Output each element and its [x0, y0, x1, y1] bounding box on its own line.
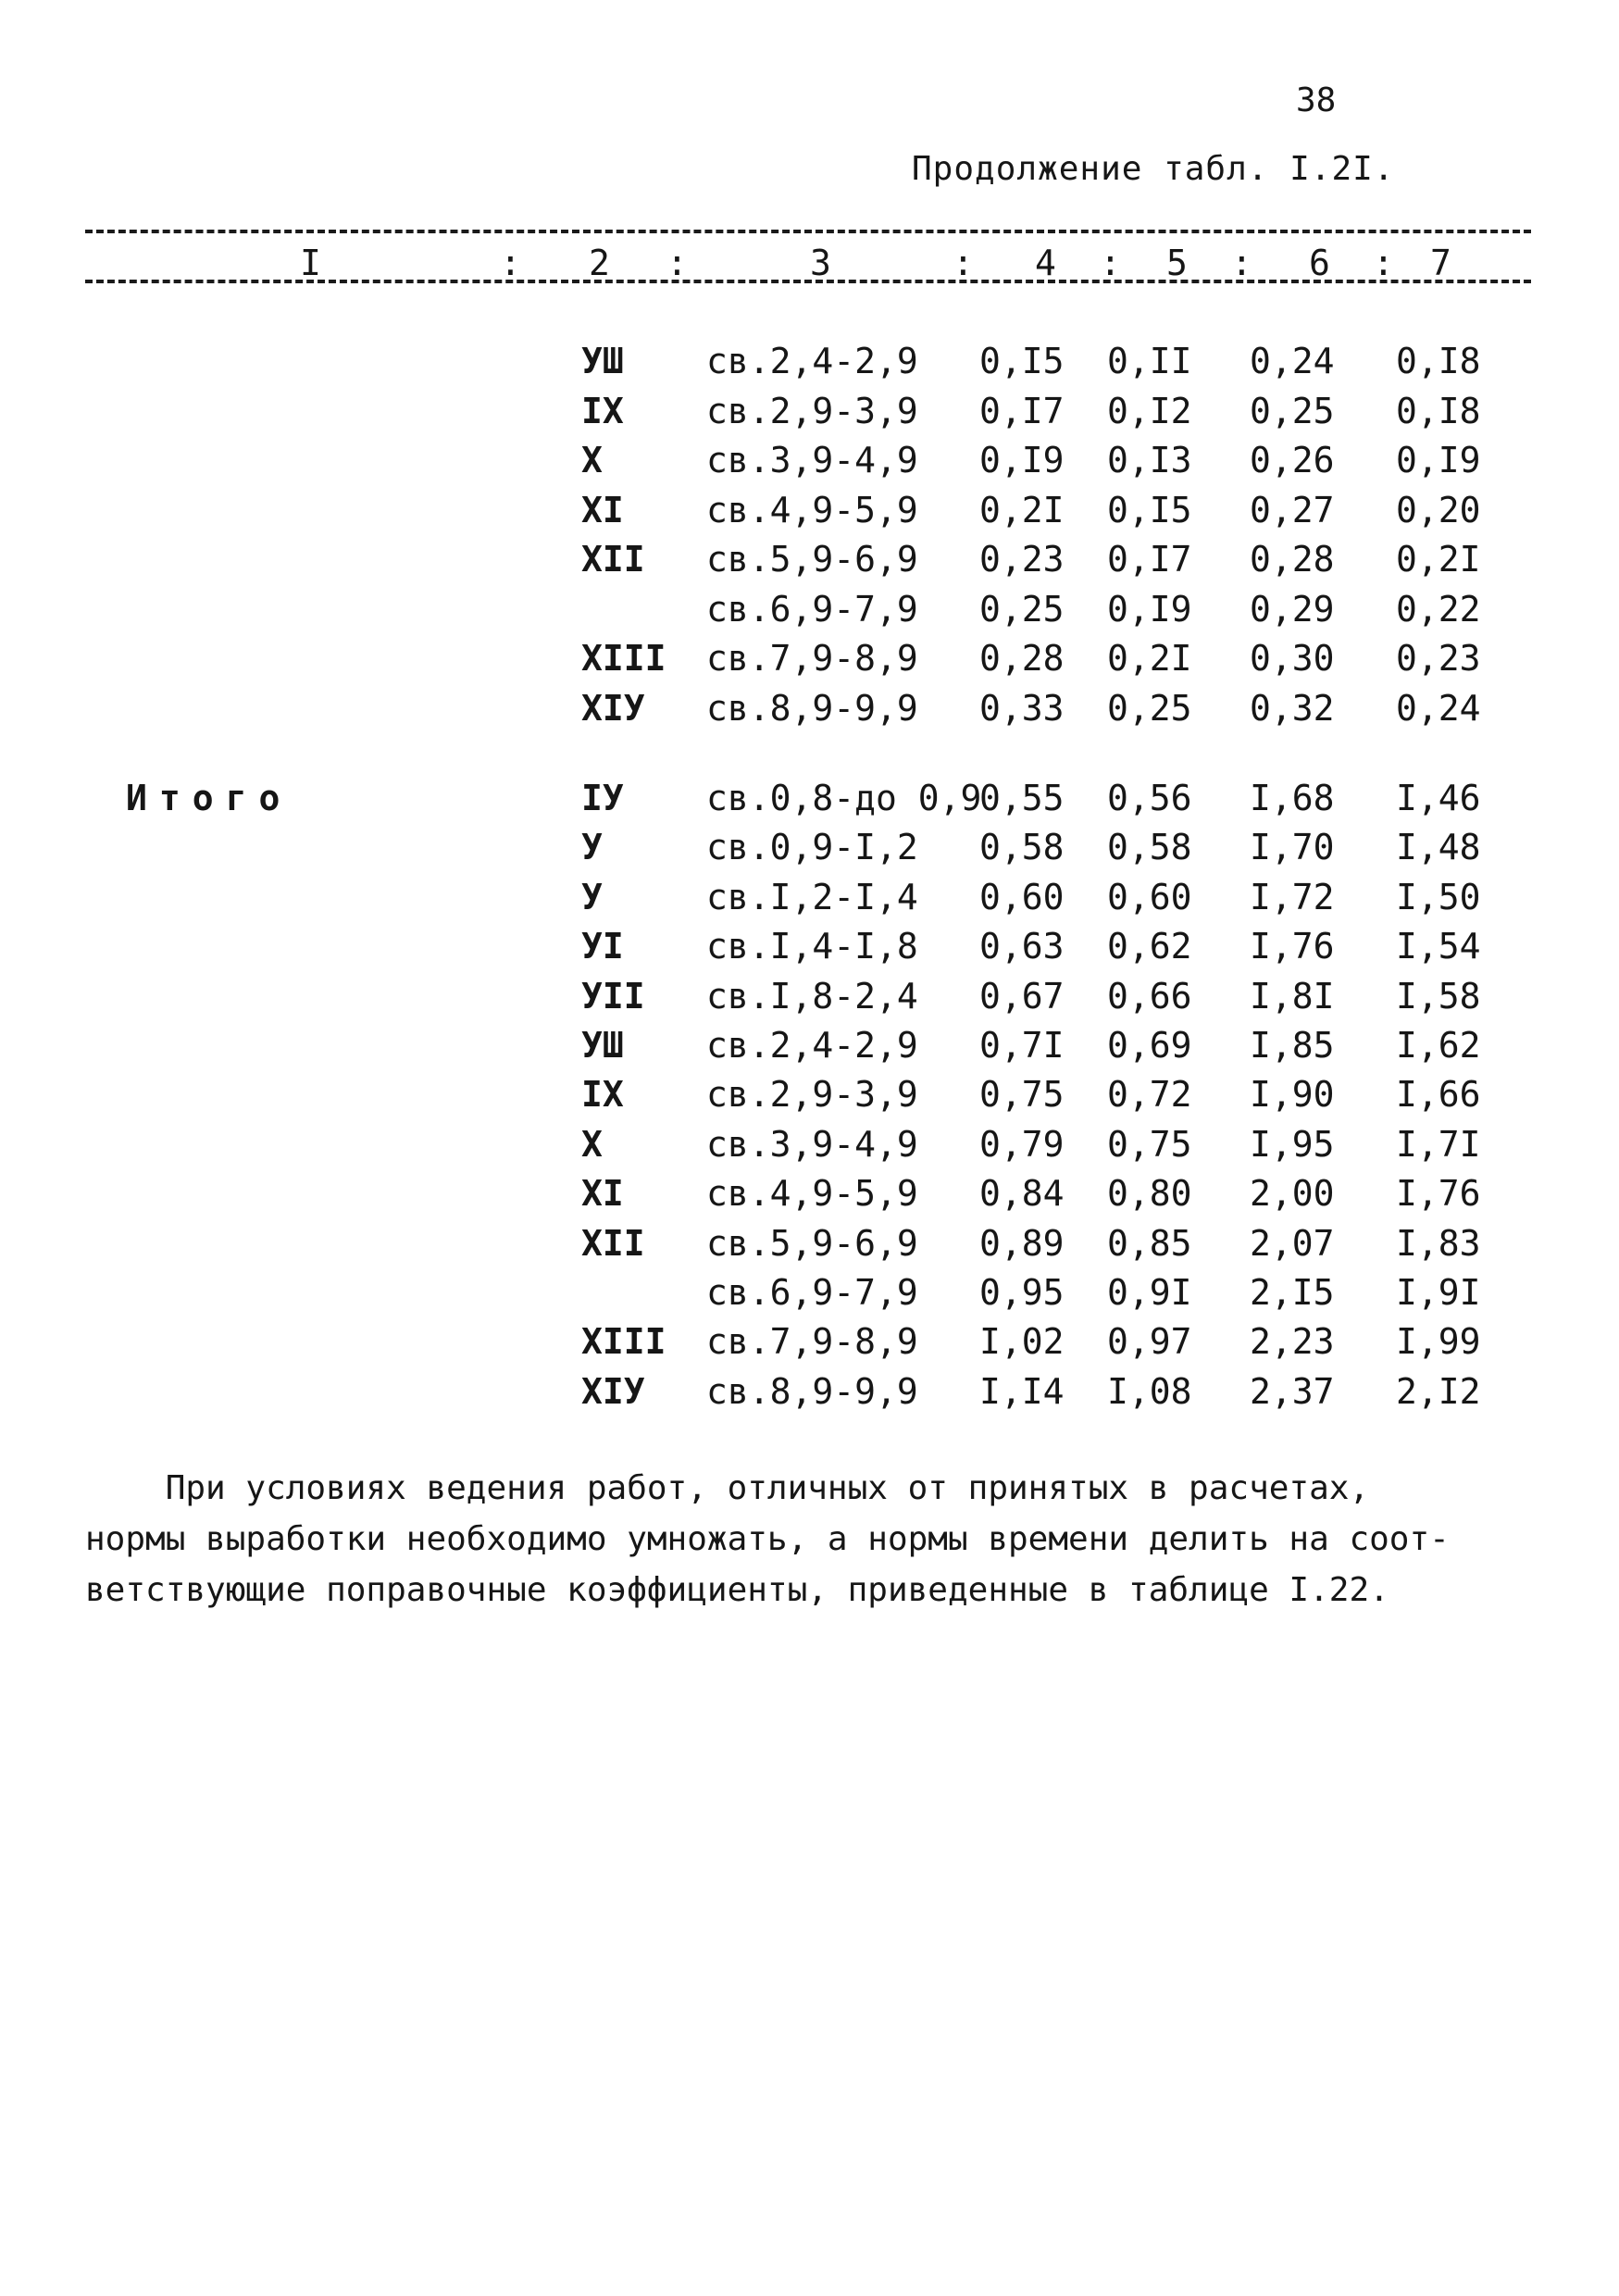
cell-col-3: св.8,9-9,9 — [706, 1370, 918, 1412]
cell-col-5: 0,I5 — [1107, 489, 1192, 530]
cell-col-7: 0,2I — [1396, 539, 1481, 580]
cell-col-4: 0,89 — [979, 1222, 1065, 1264]
cell-col-6: 0,27 — [1250, 489, 1335, 530]
column-separator: : — [666, 243, 688, 283]
cell-col-6: 0,26 — [1250, 440, 1335, 480]
table-row — [0, 440, 1619, 486]
cell-col-3: св.6,9-7,9 — [706, 1272, 918, 1313]
cell-col-3: св.3,9-4,9 — [706, 1123, 918, 1165]
cell-col-2: IУ — [581, 778, 624, 818]
cell-col-4: I,I4 — [979, 1370, 1065, 1412]
table-header-rule — [85, 280, 1531, 283]
cell-col-4: 0,2I — [979, 489, 1065, 530]
cell-col-5: 0,97 — [1107, 1321, 1192, 1363]
cell-col-5: 0,80 — [1107, 1173, 1192, 1215]
table-continuation-caption: Продолжение табл. I.2I. — [912, 150, 1395, 188]
cell-col-7: 0,24 — [1396, 687, 1481, 729]
cell-col-7: I,99 — [1396, 1321, 1481, 1363]
cell-col-6: 2,07 — [1250, 1222, 1335, 1264]
footnote-line: ветствующие поправочные коэффициенты, приведенные в таблице I.22. — [85, 1571, 1389, 1609]
cell-col-2: XI — [581, 1173, 624, 1215]
cell-col-5: 0,66 — [1107, 975, 1192, 1017]
cell-col-4: 0,I9 — [979, 440, 1065, 480]
cell-col-6: I,68 — [1250, 778, 1335, 818]
cell-col-5: 0,I7 — [1107, 539, 1192, 580]
cell-col-2: XIУ — [581, 687, 645, 729]
cell-col-7: I,76 — [1396, 1173, 1481, 1215]
column-separator: : — [1100, 243, 1121, 283]
cell-col-4: 0,60 — [979, 876, 1065, 917]
cell-col-6: I,95 — [1250, 1123, 1335, 1165]
cell-col-2: У — [581, 876, 603, 917]
cell-col-7: I,7I — [1396, 1123, 1481, 1165]
cell-col-4: 0,84 — [979, 1173, 1065, 1215]
cell-col-2: УI — [581, 926, 624, 967]
cell-col-6: 0,25 — [1250, 390, 1335, 431]
cell-col-3: св.I,4-I,8 — [706, 926, 918, 967]
cell-col-7: I,62 — [1396, 1025, 1481, 1066]
cell-col-5: 0,9I — [1107, 1272, 1192, 1313]
cell-col-7: 0,20 — [1396, 489, 1481, 530]
cell-col-6: 0,24 — [1250, 341, 1335, 381]
cell-col-3: св.0,9-I,2 — [706, 827, 918, 868]
cell-col-7: 0,23 — [1396, 638, 1481, 679]
cell-col-4: 0,I5 — [979, 341, 1065, 381]
table-row — [0, 877, 1619, 923]
cell-col-7: I,50 — [1396, 876, 1481, 917]
cell-col-6: I,90 — [1250, 1074, 1335, 1116]
cell-col-4: 0,7I — [979, 1025, 1065, 1066]
footnote-line: нормы выработки необходимо умножать, а нормы времени делить на соот- — [85, 1520, 1450, 1558]
cell-col-7: I,48 — [1396, 827, 1481, 868]
table-row — [0, 341, 1619, 387]
cell-col-2: XII — [581, 539, 645, 580]
cell-col-2: У — [581, 827, 603, 868]
cell-col-6: 0,29 — [1250, 588, 1335, 630]
cell-col-5: 0,69 — [1107, 1025, 1192, 1066]
cell-col-7: I,83 — [1396, 1222, 1481, 1264]
table-row — [0, 638, 1619, 684]
cell-col-7: I,46 — [1396, 778, 1481, 818]
cell-col-2: XIII — [581, 638, 666, 679]
cell-col-6: I,8I — [1250, 975, 1335, 1017]
cell-col-5: 0,2I — [1107, 638, 1192, 679]
table-row — [0, 1173, 1619, 1219]
cell-col-5: 0,I9 — [1107, 588, 1192, 630]
cell-col-7: I,54 — [1396, 926, 1481, 967]
cell-col-3: св.I,2-I,4 — [706, 876, 918, 917]
footnote-paragraph — [85, 1463, 1548, 1616]
cell-col-2: УШ — [581, 1025, 624, 1066]
cell-col-5: 0,58 — [1107, 827, 1192, 868]
cell-col-5: 0,62 — [1107, 926, 1192, 967]
table-row — [0, 688, 1619, 734]
cell-col-3: св.4,9-5,9 — [706, 1173, 918, 1215]
cell-col-6: 2,23 — [1250, 1321, 1335, 1363]
cell-col-7: 0,I8 — [1396, 341, 1481, 381]
cell-col-5: 0,85 — [1107, 1222, 1192, 1264]
table-row — [0, 1074, 1619, 1120]
table-row — [0, 1223, 1619, 1269]
header-col-2: 2 — [589, 243, 610, 283]
cell-col-2: XIУ — [581, 1370, 645, 1412]
cell-col-5: 0,60 — [1107, 876, 1192, 917]
cell-col-3: св.7,9-8,9 — [706, 638, 918, 679]
cell-col-4: I,02 — [979, 1321, 1065, 1363]
table-row — [0, 490, 1619, 536]
cell-col-7: 0,I9 — [1396, 440, 1481, 480]
header-col-5: 5 — [1166, 243, 1188, 283]
cell-col-2: IX — [581, 390, 624, 431]
table-row — [0, 1371, 1619, 1417]
cell-col-7: I,66 — [1396, 1074, 1481, 1116]
table-top-rule — [85, 230, 1531, 233]
cell-col-3: св.5,9-6,9 — [706, 539, 918, 580]
cell-col-3: св.8,9-9,9 — [706, 687, 918, 729]
cell-col-6: 2,I5 — [1250, 1272, 1335, 1313]
cell-col-4: 0,I7 — [979, 390, 1065, 431]
cell-col-2: IX — [581, 1074, 624, 1116]
cell-col-6: 0,28 — [1250, 539, 1335, 580]
cell-col-5: 0,25 — [1107, 687, 1192, 729]
table-row — [0, 1124, 1619, 1170]
cell-col-4: 0,75 — [979, 1074, 1065, 1116]
table-row — [0, 391, 1619, 437]
cell-col-3: св.I,8-2,4 — [706, 975, 918, 1017]
cell-col-2: X — [581, 440, 603, 480]
column-separator: : — [1373, 243, 1394, 283]
cell-col-3: св.7,9-8,9 — [706, 1321, 918, 1363]
cell-col-5: 0,56 — [1107, 778, 1192, 818]
cell-col-4: 0,79 — [979, 1123, 1065, 1165]
header-col-7: 7 — [1430, 243, 1451, 283]
cell-col-5: 0,72 — [1107, 1074, 1192, 1116]
cell-col-4: 0,25 — [979, 588, 1065, 630]
cell-col-2: XIII — [581, 1321, 666, 1363]
cell-col-3: св.3,9-4,9 — [706, 440, 918, 480]
column-separator: : — [1231, 243, 1252, 283]
cell-col-7: 2,I2 — [1396, 1370, 1481, 1412]
cell-col-2: УII — [581, 975, 645, 1017]
cell-col-6: I,72 — [1250, 876, 1335, 917]
cell-col-3: св.2,9-3,9 — [706, 1074, 918, 1116]
table-row — [0, 539, 1619, 585]
page-number: 38 — [1296, 81, 1337, 119]
header-col-6: 6 — [1309, 243, 1330, 283]
table-row — [0, 1272, 1619, 1318]
table-row — [0, 1025, 1619, 1071]
cell-col-5: 0,I2 — [1107, 390, 1192, 431]
header-col-4: 4 — [1035, 243, 1056, 283]
cell-col-4: 0,55 — [979, 778, 1065, 818]
cell-col-3: св.0,8-до 0,9 — [706, 778, 982, 818]
table-row — [0, 589, 1619, 635]
cell-col-1: Итого — [126, 778, 293, 818]
cell-col-5: 0,I3 — [1107, 440, 1192, 480]
cell-col-6: 2,37 — [1250, 1370, 1335, 1412]
cell-col-6: I,85 — [1250, 1025, 1335, 1066]
table-row — [0, 926, 1619, 972]
table-row — [0, 976, 1619, 1022]
column-separator: : — [500, 243, 521, 283]
footnote-line: При условиях ведения работ, отличных от принятых в расчетах, — [85, 1469, 1370, 1507]
cell-col-6: 0,32 — [1250, 687, 1335, 729]
table-row — [0, 827, 1619, 873]
cell-col-2: УШ — [581, 341, 624, 381]
cell-col-3: св.2,4-2,9 — [706, 341, 918, 381]
cell-col-4: 0,28 — [979, 638, 1065, 679]
cell-col-6: 2,00 — [1250, 1173, 1335, 1215]
cell-col-4: 0,95 — [979, 1272, 1065, 1313]
cell-col-5: 0,75 — [1107, 1123, 1192, 1165]
table-row — [0, 778, 1619, 824]
column-separator: : — [953, 243, 974, 283]
cell-col-2: XII — [581, 1222, 645, 1264]
cell-col-6: I,76 — [1250, 926, 1335, 967]
cell-col-3: св.5,9-6,9 — [706, 1222, 918, 1264]
cell-col-6: I,70 — [1250, 827, 1335, 868]
cell-col-4: 0,58 — [979, 827, 1065, 868]
cell-col-3: св.2,9-3,9 — [706, 390, 918, 431]
cell-col-6: 0,30 — [1250, 638, 1335, 679]
cell-col-7: I,58 — [1396, 975, 1481, 1017]
cell-col-4: 0,33 — [979, 687, 1065, 729]
cell-col-3: св.2,4-2,9 — [706, 1025, 918, 1066]
cell-col-4: 0,67 — [979, 975, 1065, 1017]
header-col-3: 3 — [810, 243, 831, 283]
cell-col-5: I,08 — [1107, 1370, 1192, 1412]
cell-col-7: 0,I8 — [1396, 390, 1481, 431]
cell-col-2: X — [581, 1123, 603, 1165]
header-col-1: I — [300, 243, 321, 283]
table-row — [0, 1321, 1619, 1367]
cell-col-7: 0,22 — [1396, 588, 1481, 630]
cell-col-3: св.6,9-7,9 — [706, 588, 918, 630]
cell-col-5: 0,II — [1107, 341, 1192, 381]
cell-col-3: св.4,9-5,9 — [706, 489, 918, 530]
cell-col-2: XI — [581, 489, 624, 530]
cell-col-4: 0,23 — [979, 539, 1065, 580]
cell-col-7: I,9I — [1396, 1272, 1481, 1313]
cell-col-4: 0,63 — [979, 926, 1065, 967]
